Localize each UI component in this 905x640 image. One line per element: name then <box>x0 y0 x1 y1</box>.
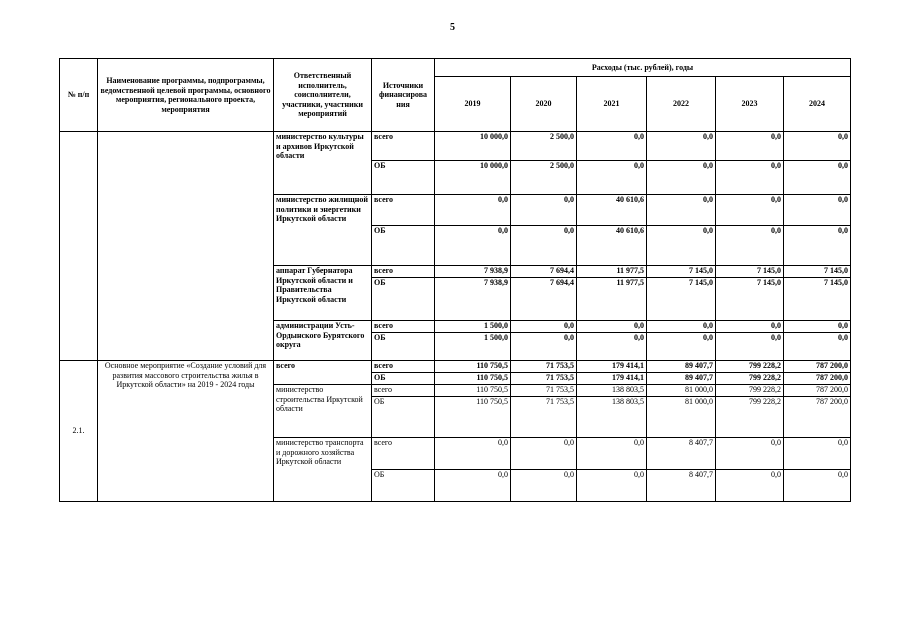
source-cell: ОБ <box>372 333 435 361</box>
value-cell: 799 228,2 <box>716 373 784 385</box>
value-cell: 0,0 <box>784 132 851 161</box>
value-cell: 0,0 <box>716 470 784 502</box>
executor-cell: аппарат Губернатора Иркутской области и Правительства Иркутской области <box>274 266 372 321</box>
value-cell: 7 694,4 <box>511 266 577 278</box>
value-cell: 40 610,6 <box>577 195 647 226</box>
table-row <box>60 361 851 373</box>
value-cell: 7 694,4 <box>511 278 577 321</box>
header-name: Наименование программы, подпрограммы, ведомственной целевой программы, основного мероприятия, регионального проекта, мероприятия <box>98 59 274 132</box>
program-name-cell <box>98 132 274 361</box>
source-cell: ОБ <box>372 226 435 266</box>
table-header <box>60 59 851 132</box>
source-cell: всего <box>372 132 435 161</box>
value-cell: 2 500,0 <box>511 161 577 195</box>
source-cell: всего <box>372 195 435 226</box>
value-cell: 2 500,0 <box>511 132 577 161</box>
value-cell: 7 145,0 <box>647 266 716 278</box>
executor-cell: министерство культуры и архивов Иркутской области <box>274 132 372 195</box>
header-executor: Ответственный исполнитель, соисполнители, участники, участники мероприятий <box>274 59 372 132</box>
value-cell: 8 407,7 <box>647 470 716 502</box>
table-row <box>60 132 851 161</box>
value-cell: 1 500,0 <box>435 321 511 333</box>
header-year: 2019 <box>435 77 511 132</box>
header-sources: Источники финансирова ния <box>372 59 435 132</box>
value-cell: 0,0 <box>435 438 511 470</box>
header-year: 2021 <box>577 77 647 132</box>
value-cell: 0,0 <box>784 438 851 470</box>
value-cell: 110 750,5 <box>435 373 511 385</box>
value-cell: 787 200,0 <box>784 397 851 438</box>
value-cell: 0,0 <box>511 321 577 333</box>
value-cell: 0,0 <box>716 195 784 226</box>
value-cell: 110 750,5 <box>435 397 511 438</box>
value-cell: 0,0 <box>647 132 716 161</box>
value-cell: 0,0 <box>647 161 716 195</box>
source-cell: всего <box>372 385 435 397</box>
value-cell: 0,0 <box>784 161 851 195</box>
value-cell: 799 228,2 <box>716 397 784 438</box>
executor-cell: министерство строительства Иркутской области <box>274 385 372 438</box>
source-cell: всего <box>372 321 435 333</box>
value-cell: 179 414,1 <box>577 361 647 373</box>
value-cell: 0,0 <box>511 333 577 361</box>
row-number-cell: 2.1. <box>60 361 98 502</box>
page-number: 5 <box>450 22 455 33</box>
value-cell: 0,0 <box>435 195 511 226</box>
table-body <box>60 132 851 502</box>
value-cell: 0,0 <box>716 321 784 333</box>
value-cell: 110 750,5 <box>435 385 511 397</box>
source-cell: всего <box>372 438 435 470</box>
value-cell: 0,0 <box>511 470 577 502</box>
value-cell: 0,0 <box>784 333 851 361</box>
program-name-cell: Основное мероприятие «Создание условий для развития массового строительства жилья в Иркутской области» на 2019 - 2024 годы <box>98 361 274 502</box>
value-cell: 0,0 <box>577 161 647 195</box>
source-cell: ОБ <box>372 470 435 502</box>
value-cell: 71 753,5 <box>511 397 577 438</box>
value-cell: 0,0 <box>577 470 647 502</box>
value-cell: 0,0 <box>716 226 784 266</box>
executor-cell: министерство транспорта и дорожного хозяйства Иркутской области <box>274 438 372 502</box>
value-cell: 8 407,7 <box>647 438 716 470</box>
value-cell: 7 145,0 <box>716 278 784 321</box>
value-cell: 10 000,0 <box>435 132 511 161</box>
value-cell: 787 200,0 <box>784 385 851 397</box>
header-year: 2023 <box>716 77 784 132</box>
value-cell: 40 610,6 <box>577 226 647 266</box>
value-cell: 0,0 <box>784 321 851 333</box>
executor-cell: администрации Усть-Ордынского Бурятского округа <box>274 321 372 361</box>
value-cell: 71 753,5 <box>511 373 577 385</box>
header-expenses: Расходы (тыс. рублей), годы <box>435 59 851 77</box>
value-cell: 0,0 <box>577 438 647 470</box>
source-cell: ОБ <box>372 373 435 385</box>
value-cell: 10 000,0 <box>435 161 511 195</box>
value-cell: 0,0 <box>647 321 716 333</box>
value-cell: 1 500,0 <box>435 333 511 361</box>
source-cell: всего <box>372 361 435 373</box>
executor-cell: министерство жилищной политики и энергетики Иркутской области <box>274 195 372 266</box>
value-cell: 0,0 <box>577 132 647 161</box>
value-cell: 0,0 <box>435 470 511 502</box>
value-cell: 787 200,0 <box>784 373 851 385</box>
value-cell: 7 145,0 <box>647 278 716 321</box>
row-number-cell <box>60 132 98 361</box>
value-cell: 799 228,2 <box>716 385 784 397</box>
value-cell: 0,0 <box>716 333 784 361</box>
value-cell: 0,0 <box>577 321 647 333</box>
value-cell: 0,0 <box>511 438 577 470</box>
value-cell: 138 803,5 <box>577 397 647 438</box>
executor-cell: всего <box>274 361 372 385</box>
value-cell: 11 977,5 <box>577 278 647 321</box>
source-cell: ОБ <box>372 397 435 438</box>
value-cell: 7 938,9 <box>435 266 511 278</box>
value-cell: 7 145,0 <box>716 266 784 278</box>
value-cell: 787 200,0 <box>784 361 851 373</box>
value-cell: 138 803,5 <box>577 385 647 397</box>
value-cell: 81 000,0 <box>647 397 716 438</box>
value-cell: 71 753,5 <box>511 385 577 397</box>
value-cell: 7 145,0 <box>784 278 851 321</box>
value-cell: 89 407,7 <box>647 361 716 373</box>
value-cell: 110 750,5 <box>435 361 511 373</box>
header-year: 2024 <box>784 77 851 132</box>
value-cell: 81 000,0 <box>647 385 716 397</box>
source-cell: всего <box>372 266 435 278</box>
value-cell: 0,0 <box>716 132 784 161</box>
value-cell: 7 938,9 <box>435 278 511 321</box>
header-num: № п/п <box>60 59 98 132</box>
value-cell: 89 407,7 <box>647 373 716 385</box>
value-cell: 799 228,2 <box>716 361 784 373</box>
header-year: 2022 <box>647 77 716 132</box>
header-year: 2020 <box>511 77 577 132</box>
value-cell: 179 414,1 <box>577 373 647 385</box>
value-cell: 0,0 <box>716 161 784 195</box>
source-cell: ОБ <box>372 278 435 321</box>
value-cell: 11 977,5 <box>577 266 647 278</box>
source-cell: ОБ <box>372 161 435 195</box>
value-cell: 0,0 <box>647 195 716 226</box>
value-cell: 0,0 <box>511 195 577 226</box>
value-cell: 0,0 <box>784 470 851 502</box>
value-cell: 0,0 <box>784 226 851 266</box>
value-cell: 0,0 <box>435 226 511 266</box>
value-cell: 0,0 <box>647 333 716 361</box>
value-cell: 71 753,5 <box>511 361 577 373</box>
value-cell: 0,0 <box>716 438 784 470</box>
value-cell: 0,0 <box>577 333 647 361</box>
budget-table <box>59 58 851 502</box>
value-cell: 0,0 <box>647 226 716 266</box>
value-cell: 0,0 <box>511 226 577 266</box>
value-cell: 7 145,0 <box>784 266 851 278</box>
value-cell: 0,0 <box>784 195 851 226</box>
